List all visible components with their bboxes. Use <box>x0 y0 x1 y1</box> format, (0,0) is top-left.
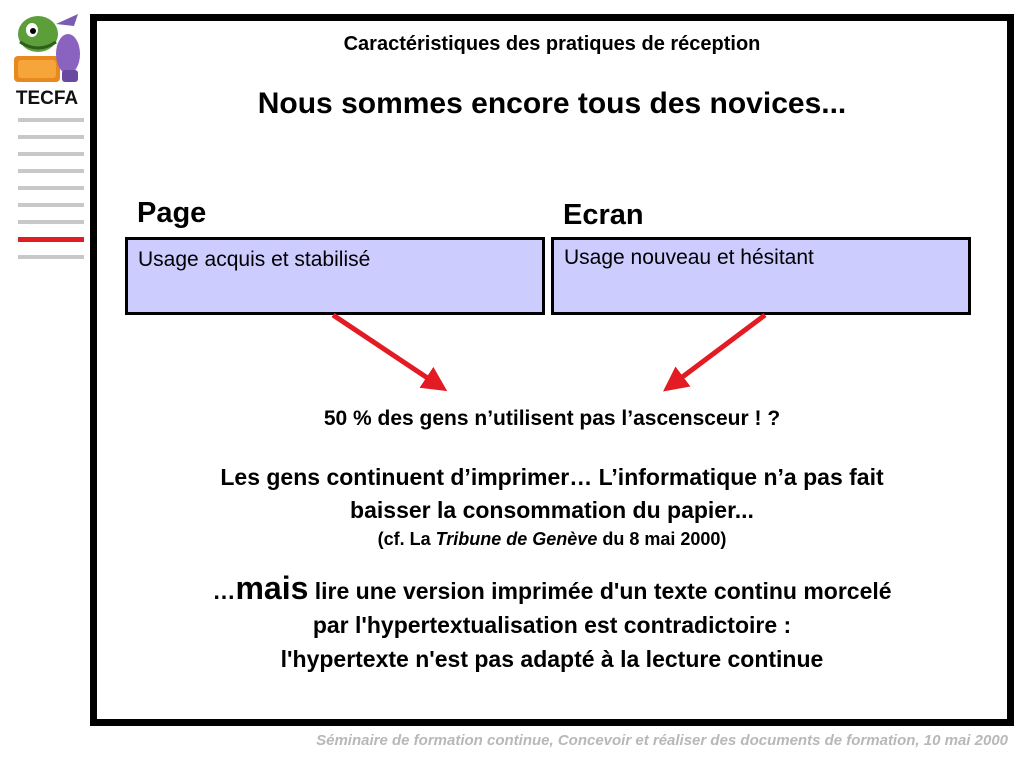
arrow-right-icon <box>669 315 765 387</box>
conclusion-ellipsis: … <box>212 578 236 604</box>
sidebar-item-7[interactable] <box>18 220 84 224</box>
page-box <box>125 237 545 315</box>
sidebar-nav <box>18 118 84 272</box>
sidebar-item-8-active[interactable] <box>18 237 84 242</box>
conclusion-mais: mais <box>235 570 309 606</box>
citation-title: Tribune de Genève <box>435 529 598 549</box>
citation-prefix: (cf. La <box>377 529 436 549</box>
slide-header: Caractéristiques des pratiques de réception <box>343 33 761 55</box>
citation <box>117 527 987 551</box>
tecfa-logo-icon <box>4 4 86 88</box>
sidebar-item-4[interactable] <box>18 169 84 173</box>
sidebar-item-9[interactable] <box>18 255 84 259</box>
arrow-left-icon <box>333 315 441 387</box>
screen-label: Ecran <box>563 199 644 231</box>
citation-suffix: du 8 mai 2000) <box>597 529 727 549</box>
conclusion-line-1: lire une version imprimée d'un texte continu morcelé <box>308 578 892 604</box>
sidebar-item-3[interactable] <box>18 152 84 156</box>
conclusion-line-3: l'hypertexte n'est pas adapté à la lecture continue <box>280 646 824 672</box>
statistic-text: 50 % des gens n’utilisent pas l’ascensceur ! ? <box>323 407 781 430</box>
page-label: Page <box>137 197 207 229</box>
sidebar-item-6[interactable] <box>18 203 84 207</box>
printing-paragraph <box>117 461 987 551</box>
printing-line-1: Les gens continuent d’imprimer… L’informatique n’a pas fait <box>220 464 884 490</box>
conclusion-paragraph <box>117 571 987 676</box>
screen-box <box>551 237 971 315</box>
conclusion-line-2: par l'hypertextualisation est contradictoire : <box>312 612 792 638</box>
page-box-text: Usage acquis et stabilisé <box>138 248 371 271</box>
footer: Séminaire de formation continue, Concevoir et réaliser des documents de formation, 10 mai 2000 <box>316 732 1008 749</box>
screen-box-text: Usage nouveau et hésitant <box>564 246 814 269</box>
logo-text: TECFA <box>15 88 79 109</box>
sidebar-item-5[interactable] <box>18 186 84 190</box>
sidebar-item-2[interactable] <box>18 135 84 139</box>
printing-line-2: baisser la consommation du papier... <box>350 497 754 523</box>
sidebar-item-1[interactable] <box>18 118 84 122</box>
slide-frame <box>90 14 1014 726</box>
slide-title: Nous sommes encore tous des novices... <box>257 87 847 120</box>
